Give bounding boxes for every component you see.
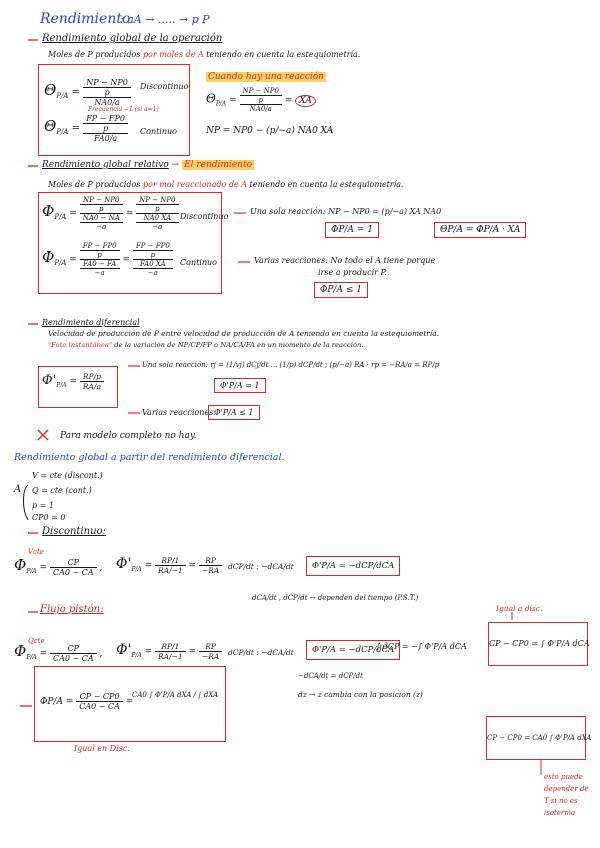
one-reaction-line: Una sola reacción: NP − NP0 = (p/−a) XA NA0 bbox=[250, 207, 442, 216]
section3-one-reaction: Una sola reacción: rj = (1/vj) dCj/dt ... (1/p) dCP/dt ; (p/−a) RA · rp = −RA/a = RP/p bbox=[142, 361, 440, 369]
discontinuo-eq2: $\Phi'_{P/A}$ = $\frac{RP/1}{RA/-1}$ = $\frac{RP}{-RA}$ bbox=[116, 556, 222, 575]
big-result-integral: CA0 ∫ Φ'P/A dXA / ∫ dXA bbox=[132, 691, 219, 699]
last-note3: T si no es bbox=[544, 797, 578, 805]
discontinuo-heading: Discontinuo: bbox=[42, 526, 106, 537]
theta-discontinuo: $\Theta_{P/A}$ = NP − NP0 p NA0/a bbox=[44, 78, 131, 107]
frequency-note: Frecuencia −1 (si a=1) bbox=[88, 106, 159, 113]
several-reactions-line1: Varias reacciones: No todo el A tiene porque bbox=[254, 256, 436, 265]
assumption-p: p = 1 bbox=[32, 501, 54, 510]
section2-heading: Rendimiento global relativo → El rendimiento bbox=[42, 160, 253, 170]
box-discontinuo-result: Φ'P/A = −dCP/dCA bbox=[306, 556, 400, 576]
box-phi-one: ΦP/A = 1 bbox=[325, 222, 379, 238]
theta-one-reaction: $\Theta_{P/A}$ = NP − NP0 p NA0/a = XA bbox=[206, 87, 316, 113]
section1-intro: Moles de P producidos por moles de A teniendo en cuenta la estequiometría. bbox=[48, 50, 361, 59]
last-note1: esto puede bbox=[544, 773, 583, 781]
phi-discontinuo: $\Phi_{P/A}$ = NP − NP0 p NA0 − NA −a = NP − NP0 p NA0 XA −a bbox=[42, 196, 179, 231]
assumption-v: V = cte (discont.) bbox=[32, 471, 103, 480]
assumption-q: Q = cte (cont.) bbox=[32, 486, 92, 495]
label-discontinuo: Discontinuo bbox=[140, 82, 189, 91]
page-title: Rendimiento bbox=[40, 11, 131, 27]
last-note4: isoterma bbox=[544, 809, 576, 817]
assumption-a: A bbox=[14, 484, 22, 495]
flujo-piston-heading: Flujo pistón: bbox=[40, 604, 104, 615]
section2-intro: Moles de P producidos por mol reaccionado de A teniendo en cuenta la estequiometría. bbox=[48, 180, 404, 189]
discontinuo-eq1: $\Phi_{P/A}$ = $\frac{CP}{CA0 - CA}$ , bbox=[14, 556, 103, 577]
section4-heading: Rendimiento global a partir del rendimiento diferencial. bbox=[14, 452, 285, 463]
box-phi-prime-one: Φ'P/A = 1 bbox=[214, 378, 266, 393]
section3-several: Varias reacciones: bbox=[142, 408, 216, 417]
flujo-note1: −dCA/dt = dCP/dt bbox=[298, 672, 363, 680]
discontinuo-note: dCA/dt , dCP/dt → dependen del tiempo (P.S.T.) bbox=[252, 594, 419, 602]
igual-en-disc-label: Igual en Disc. bbox=[74, 744, 130, 753]
section1-heading: Rendimiento global de la operación bbox=[42, 33, 223, 44]
np-equation: NP = NP0 − (p/−a) NA0 XA bbox=[206, 126, 334, 136]
flujo-eq1: $\Phi_{P/A}$ = $\frac{CP}{CA0 - CA}$ , bbox=[14, 642, 103, 663]
several-reactions-line2: irse a producir P. bbox=[318, 268, 387, 277]
section3-heading: Rendimiento diferencial bbox=[42, 318, 140, 327]
box-theta-relation: ΘP/A = ΦP/A · XA bbox=[434, 222, 526, 238]
label-continuo-2: Continuo bbox=[180, 258, 217, 267]
igual-disc-label: Igual a disc. bbox=[496, 604, 543, 613]
phi-diferencial: $\Phi'_{P/A}$ = $\frac{RP/p}{RA/a}$ bbox=[42, 372, 104, 391]
phi-continuo: $\Phi_{P/A}$ = FP − FP0 p FA0 − FA −a = FP − FP0 p FA0 XA −a bbox=[42, 242, 173, 277]
box-phi-prime-le-one: Φ'P/A ≤ 1 bbox=[208, 405, 260, 420]
qcte-label: Qcte bbox=[28, 637, 45, 645]
big-result-eq: ΦP/A = $\frac{CP - CP0}{CA0 - CA}$ = bbox=[40, 692, 134, 711]
reaction-scheme: : aA → ..... → p P bbox=[120, 13, 210, 26]
complete-model-note: Para modelo completo no hay. bbox=[60, 431, 197, 441]
label-discontinuo-2: Discontinuo bbox=[180, 212, 229, 221]
flujo-note2: dz → z cambia con la posición (z) bbox=[298, 690, 423, 699]
box-integral-result: CP − CP0 = ∫ Φ'P/A dCA bbox=[488, 622, 588, 666]
box-flujo-result: Φ'P/A = −dCP/dCA bbox=[306, 640, 400, 660]
assumption-cp0: CP0 = 0 bbox=[32, 513, 66, 522]
vcte-label: Vcte bbox=[28, 548, 44, 556]
box-last-result: CP − CP0 = CA0 ∫ Φ'P/A dXA bbox=[486, 716, 586, 760]
section3-line2: "Foto instantánea" de la variación de NP/CP/FP o NA/CA/FA en un momento de la reacción. bbox=[48, 341, 364, 349]
label-continuo: Continuo bbox=[140, 127, 177, 136]
integral-eq: ∫ dCP = −∫ Φ'P/A dCA bbox=[376, 642, 467, 651]
one-reaction-title: Cuando hay una reacción bbox=[208, 72, 324, 82]
last-note2: depender de bbox=[544, 785, 589, 793]
section3-line1: Velocidad de producción de P entre velocidad de producción de A teniendo en cuenta la estequiometría. bbox=[48, 329, 439, 338]
flujo-eq2: $\Phi'_{P/A}$ = $\frac{RP/1}{RA/-1}$ = $\frac{RP}{-RA}$ bbox=[116, 642, 222, 661]
flujo-eq3: dCP/dt : −dCA/dt bbox=[228, 648, 294, 657]
theta-continuo: $\Theta_{P/A}$ = FP − FP0 p FA0/a bbox=[44, 114, 128, 143]
box-phi-le-one: ΦP/A ≤ 1 bbox=[314, 282, 368, 298]
discontinuo-eq3: dCP/dt : −dCA/dt bbox=[228, 562, 294, 571]
